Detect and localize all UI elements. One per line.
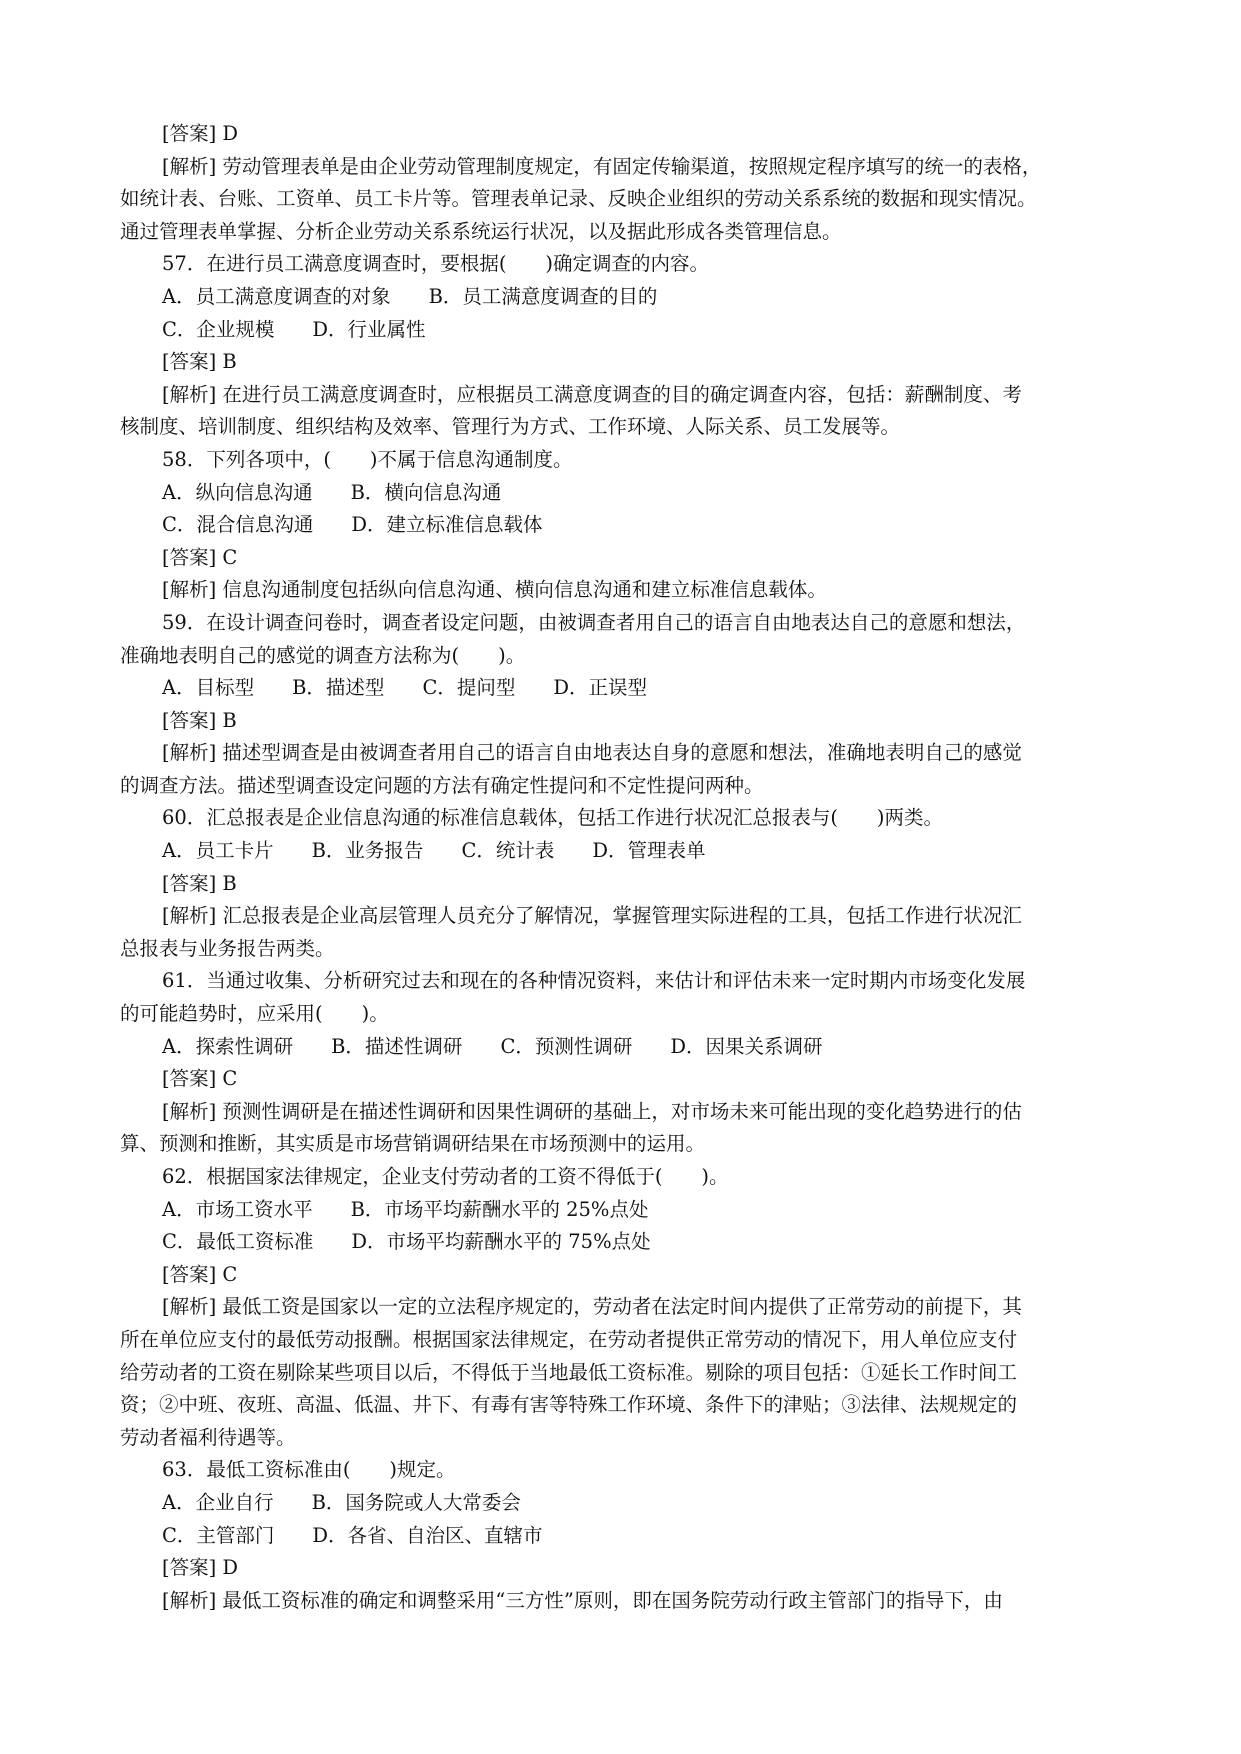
text-segment: 如统计表、台账、工资单、员工卡片等。管理表单记录、反映企业组织的劳动关系系统的数据和现实情况。 xyxy=(120,187,1037,211)
text-segment: B．业务报告 xyxy=(311,839,424,863)
text-segment: 59．在设计调查问卷时，调查者设定问题，由被调查者用自己的语言自由地表达自己的意愿和想法， xyxy=(162,610,1026,634)
text-segment: 劳动者福利待遇等。 xyxy=(120,1425,296,1449)
text-line xyxy=(120,118,1130,151)
text-line xyxy=(120,314,1130,347)
text-line xyxy=(120,1096,1130,1129)
text-segment: C．主管部门 xyxy=(162,1523,275,1547)
text-segment: 资；②中班、夜班、高温、低温、井下、有毒有害等特殊工作环境、条件下的津贴；③法律、法规规定的 xyxy=(120,1393,1018,1417)
text-line xyxy=(120,1259,1130,1292)
text-segment: [答案] D xyxy=(162,1556,239,1580)
text-line xyxy=(120,998,1130,1031)
text-line xyxy=(120,965,1130,998)
text-segment: A．企业自行 xyxy=(162,1490,274,1514)
text-line xyxy=(120,640,1130,673)
text-line xyxy=(120,1552,1130,1585)
text-line xyxy=(120,705,1130,738)
text-segment: 58．下列各项中，( )不属于信息沟通制度。 xyxy=(162,447,573,471)
text-segment: [答案] B xyxy=(162,350,237,374)
text-line xyxy=(120,1128,1130,1161)
text-line xyxy=(120,281,1130,314)
text-segment: [解析] 信息沟通制度包括纵向信息沟通、横向信息沟通和建立标准信息载体。 xyxy=(162,578,827,602)
text-line xyxy=(120,183,1130,216)
text-segment: B．国务院或人大常委会 xyxy=(311,1490,521,1514)
text-segment: 准确地表明自己的感觉的调查方法称为( )。 xyxy=(120,643,526,667)
text-segment: A．员工满意度调查的对象 xyxy=(162,284,391,308)
text-line xyxy=(120,444,1130,477)
text-segment: [答案] D xyxy=(162,122,239,145)
text-line xyxy=(120,216,1130,249)
text-line xyxy=(120,1031,1130,1064)
text-line xyxy=(120,248,1130,281)
text-segment: [答案] B xyxy=(162,708,237,732)
text-segment: B．员工满意度调查的目的 xyxy=(428,284,658,308)
text-line xyxy=(120,477,1130,510)
text-segment: 总报表与业务报告两类。 xyxy=(120,936,335,960)
text-line xyxy=(120,770,1130,803)
text-line xyxy=(120,151,1130,184)
text-segment: B．市场平均薪酬水平的 25%点处 xyxy=(350,1197,649,1221)
text-line xyxy=(120,379,1130,412)
text-line xyxy=(120,411,1130,444)
text-line xyxy=(120,542,1130,575)
text-segment: A．目标型 xyxy=(162,676,255,700)
text-line xyxy=(120,509,1130,542)
text-segment: B．横向信息沟通 xyxy=(350,480,502,504)
text-segment: 63．最低工资标准由( )规定。 xyxy=(162,1458,456,1482)
text-segment: D．因果关系调研 xyxy=(670,1034,823,1058)
text-segment: C．最低工资标准 xyxy=(162,1230,314,1254)
text-segment: [解析] 在进行员工满意度调查时，应根据员工满意度调查的目的确定调查内容，包括：薪酬制度、考 xyxy=(162,382,1022,406)
text-segment: 所在单位应支付的最低劳动报酬。根据国家法律规定，在劳动者提供正常劳动的情况下，用人单位应支付 xyxy=(120,1327,1018,1351)
text-segment: D．各省、自治区、直辖市 xyxy=(312,1523,543,1547)
text-line xyxy=(120,1487,1130,1520)
text-segment: D．市场平均薪酬水平的 75%点处 xyxy=(351,1230,651,1254)
text-line xyxy=(120,1520,1130,1553)
text-segment: 的可能趋势时，应采用( )。 xyxy=(120,1002,389,1026)
text-line xyxy=(120,1324,1130,1357)
text-line xyxy=(120,1585,1130,1618)
text-segment: [答案] B xyxy=(162,871,237,895)
text-segment: D．正误型 xyxy=(553,676,647,700)
text-segment: B．描述型 xyxy=(292,676,385,700)
text-segment: 60．汇总报表是企业信息沟通的标准信息载体，包括工作进行状况汇总报表与( )两类。 xyxy=(162,806,944,830)
text-line xyxy=(120,672,1130,705)
text-segment: D．行业属性 xyxy=(312,317,426,341)
text-line xyxy=(120,574,1130,607)
text-line xyxy=(120,1291,1130,1324)
text-line xyxy=(120,607,1130,640)
text-line xyxy=(120,868,1130,901)
text-segment: A．探索性调研 xyxy=(162,1034,294,1058)
text-segment: 给劳动者的工资在剔除某些项目以后，不得低于当地最低工资标准。剔除的项目包括：①延长工作时间工 xyxy=(120,1360,1018,1384)
text-segment: [答案] C xyxy=(162,1262,238,1286)
text-segment: 通过管理表单掌握、分析企业劳动关系系统运行状况，以及据此形成各类管理信息。 xyxy=(120,219,842,243)
text-line xyxy=(120,737,1130,770)
text-segment: [解析] 劳动管理表单是由企业劳动管理制度规定，有固定传输渠道，按照规定程序填写的统一的表格， xyxy=(162,154,1042,178)
text-segment: [解析] 最低工资标准的确定和调整采用“三方性”原则，即在国务院劳动行政主管部门的指导下，由 xyxy=(162,1588,1003,1612)
text-segment: [答案] C xyxy=(162,545,238,569)
text-segment: C．混合信息沟通 xyxy=(162,513,314,537)
text-line xyxy=(120,1389,1130,1422)
text-line xyxy=(120,933,1130,966)
text-segment: 61．当通过收集、分析研究过去和现在的各种情况资料，来估计和评估未来一定时期内市场变化发展 xyxy=(162,969,1026,993)
text-segment: [解析] 汇总报表是企业高层管理人员充分了解情况，掌握管理实际进程的工具，包括工作进行状况汇 xyxy=(162,904,1022,928)
text-line xyxy=(120,900,1130,933)
text-segment: 的调查方法。描述型调查设定问题的方法有确定性提问和不定性提问两种。 xyxy=(120,773,764,797)
text-line xyxy=(120,1454,1130,1487)
text-segment: [解析] 预测性调研是在描述性调研和因果性调研的基础上，对市场未来可能出现的变化趋势进行的估 xyxy=(162,1099,1022,1123)
text-segment: C．统计表 xyxy=(461,839,555,863)
text-segment: A．纵向信息沟通 xyxy=(162,480,313,504)
text-segment: C．预测性调研 xyxy=(500,1034,633,1058)
text-segment: C．企业规模 xyxy=(162,317,275,341)
text-line xyxy=(120,1161,1130,1194)
text-segment: [答案] C xyxy=(162,1067,238,1091)
text-line xyxy=(120,835,1130,868)
text-line xyxy=(120,1194,1130,1227)
text-segment: D．建立标准信息载体 xyxy=(351,513,543,537)
text-segment: A．员工卡片 xyxy=(162,839,274,863)
text-segment: D．管理表单 xyxy=(592,839,706,863)
text-line xyxy=(120,1357,1130,1390)
text-segment: [解析] 描述型调查是由被调查者用自己的语言自由地表达自身的意愿和想法，准确地表明自己的感觉 xyxy=(162,741,1022,765)
text-line xyxy=(120,802,1130,835)
document-body xyxy=(120,118,1130,1617)
text-line xyxy=(120,1226,1130,1259)
text-segment: 算、预测和推断，其实质是市场营销调研结果在市场预测中的运用。 xyxy=(120,1132,706,1156)
text-segment: C．提问型 xyxy=(422,676,516,700)
text-segment: 核制度、培训制度、组织结构及效率、管理行为方式、工作环境、人际关系、员工发展等。 xyxy=(120,415,901,439)
text-line xyxy=(120,346,1130,379)
text-segment: [解析] 最低工资是国家以一定的立法程序规定的，劳动者在法定时间内提供了正常劳动的前提下，其 xyxy=(162,1295,1022,1319)
text-segment: A．市场工资水平 xyxy=(162,1197,313,1221)
text-segment: B．描述性调研 xyxy=(331,1034,463,1058)
text-line xyxy=(120,1422,1130,1455)
text-segment: 62．根据国家法律规定，企业支付劳动者的工资不得低于( )。 xyxy=(162,1165,729,1188)
text-line xyxy=(120,1063,1130,1096)
text-segment: 57．在进行员工满意度调查时，要根据( )确定调查的内容。 xyxy=(162,252,710,276)
